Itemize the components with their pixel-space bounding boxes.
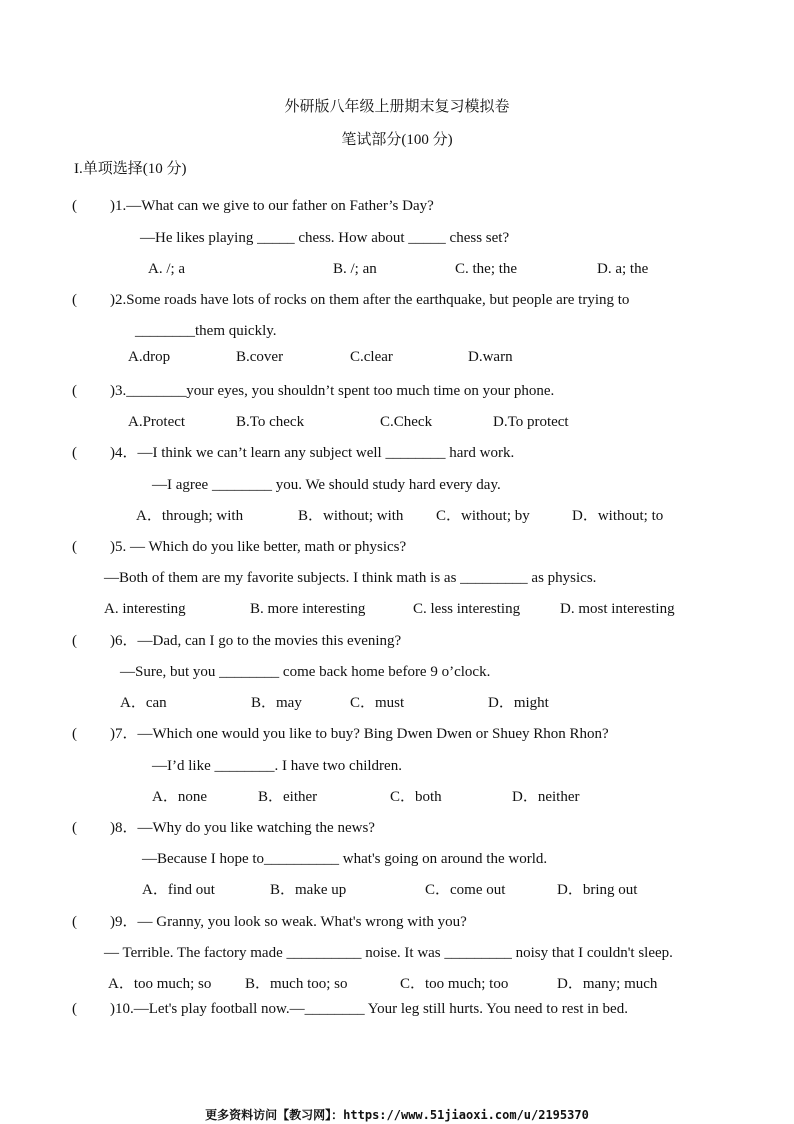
question-stem: )2.Some roads have lots of rocks on them after the earthquake, but people are trying to [110, 292, 630, 308]
question-line: — Terrible. The factory made __________ noise. It was _________ noisy that I couldn't sleep. [104, 945, 673, 961]
answer-bracket[interactable]: ( [72, 539, 77, 555]
option-b[interactable]: B．without; with [298, 508, 404, 524]
option-a[interactable]: A．none [152, 789, 207, 805]
answer-bracket[interactable]: ( [72, 914, 77, 930]
option-a[interactable]: A.Protect [128, 414, 186, 430]
option-a[interactable]: A.drop [128, 349, 171, 365]
footer-link[interactable]: 更多资料访问【教习网】：https://www.51jiaoxi.com/u/2195370 [205, 1108, 589, 1122]
question-line: —Both of them are my favorite subjects. I think math is as _________ as physics. [104, 570, 597, 586]
option-a[interactable]: A. /; a [148, 261, 186, 277]
section-heading: I.单项选择(10 分) [74, 161, 187, 177]
question-stem: )4．—I think we can’t learn any subject well ________ hard work. [110, 445, 515, 461]
option-b[interactable]: B.To check [236, 414, 305, 430]
option-b[interactable]: B．make up [270, 882, 347, 898]
question-stem: )5. — Which do you like better, math or physics? [110, 539, 407, 555]
question-line: —Because I hope to__________ what's going on around the world. [142, 851, 548, 867]
answer-bracket[interactable]: ( [72, 198, 77, 214]
option-d[interactable]: D．bring out [557, 882, 638, 898]
answer-bracket[interactable]: ( [72, 820, 77, 836]
option-c[interactable]: C.clear [350, 349, 393, 365]
answer-bracket[interactable]: ( [72, 726, 77, 742]
option-c[interactable]: C. less interesting [413, 601, 521, 617]
option-c[interactable]: C．both [390, 789, 442, 805]
question-stem: )8．—Why do you like watching the news? [110, 820, 375, 836]
option-c[interactable]: C．without; by [436, 508, 530, 524]
option-a[interactable]: A. interesting [104, 601, 186, 617]
option-d[interactable]: D．might [488, 695, 549, 711]
question-line: ________them quickly. [135, 323, 277, 339]
option-c[interactable]: C.Check [380, 414, 433, 430]
question-line: —I’d like ________. I have two children. [152, 758, 402, 774]
question-line: —Sure, but you ________ come back home before 9 o’clock. [120, 664, 491, 680]
option-c[interactable]: C. the; the [455, 261, 518, 277]
option-b[interactable]: B．either [258, 789, 318, 805]
option-b[interactable]: B. more interesting [250, 601, 366, 617]
option-c[interactable]: C．must [350, 695, 405, 711]
option-c[interactable]: C．too much; too [400, 976, 509, 992]
option-d[interactable]: D．neither [512, 789, 580, 805]
option-d[interactable]: D．without; to [572, 508, 664, 524]
question-line: —He likes playing _____ chess. How about _____ chess set? [140, 230, 510, 246]
option-b[interactable]: B. /; an [333, 261, 377, 277]
page-subtitle: 笔试部分(100 分) [341, 132, 453, 148]
option-d[interactable]: D. a; the [597, 261, 649, 277]
option-d[interactable]: D. most interesting [560, 601, 675, 617]
answer-bracket[interactable]: ( [72, 445, 77, 461]
option-a[interactable]: A．find out [142, 882, 215, 898]
page-title: 外研版八年级上册期末复习模拟卷 [284, 99, 510, 115]
answer-bracket[interactable]: ( [72, 383, 77, 399]
question-line: —I agree ________ you. We should study hard every day. [152, 477, 501, 493]
option-a[interactable]: A．through; with [136, 508, 244, 524]
option-d[interactable]: D.warn [468, 349, 513, 365]
question-stem: )6．—Dad, can I go to the movies this evening? [110, 633, 402, 649]
question-stem: )10.—Let's play football now.—________ Your leg still hurts. You need to rest in bed. [110, 1001, 628, 1017]
option-c[interactable]: C．come out [425, 882, 506, 898]
option-b[interactable]: B．may [251, 695, 302, 711]
option-b[interactable]: B.cover [236, 349, 284, 365]
answer-bracket[interactable]: ( [72, 292, 77, 308]
option-d[interactable]: D.To protect [493, 414, 569, 430]
question-stem: )7．—Which one would you like to buy? Bing Dwen Dwen or Shuey Rhon Rhon? [110, 726, 609, 742]
option-a[interactable]: A．can [120, 695, 167, 711]
option-b[interactable]: B．much too; so [245, 976, 348, 992]
option-d[interactable]: D．many; much [557, 976, 658, 992]
question-stem: )9．— Granny, you look so weak. What's wrong with you? [110, 914, 467, 930]
option-a[interactable]: A．too much; so [108, 976, 212, 992]
question-stem: )3.________your eyes, you shouldn’t spent too much time on your phone. [110, 383, 555, 399]
question-stem: )1.—What can we give to our father on Father’s Day? [110, 198, 434, 214]
answer-bracket[interactable]: ( [72, 633, 77, 649]
answer-bracket[interactable]: ( [72, 1001, 77, 1017]
